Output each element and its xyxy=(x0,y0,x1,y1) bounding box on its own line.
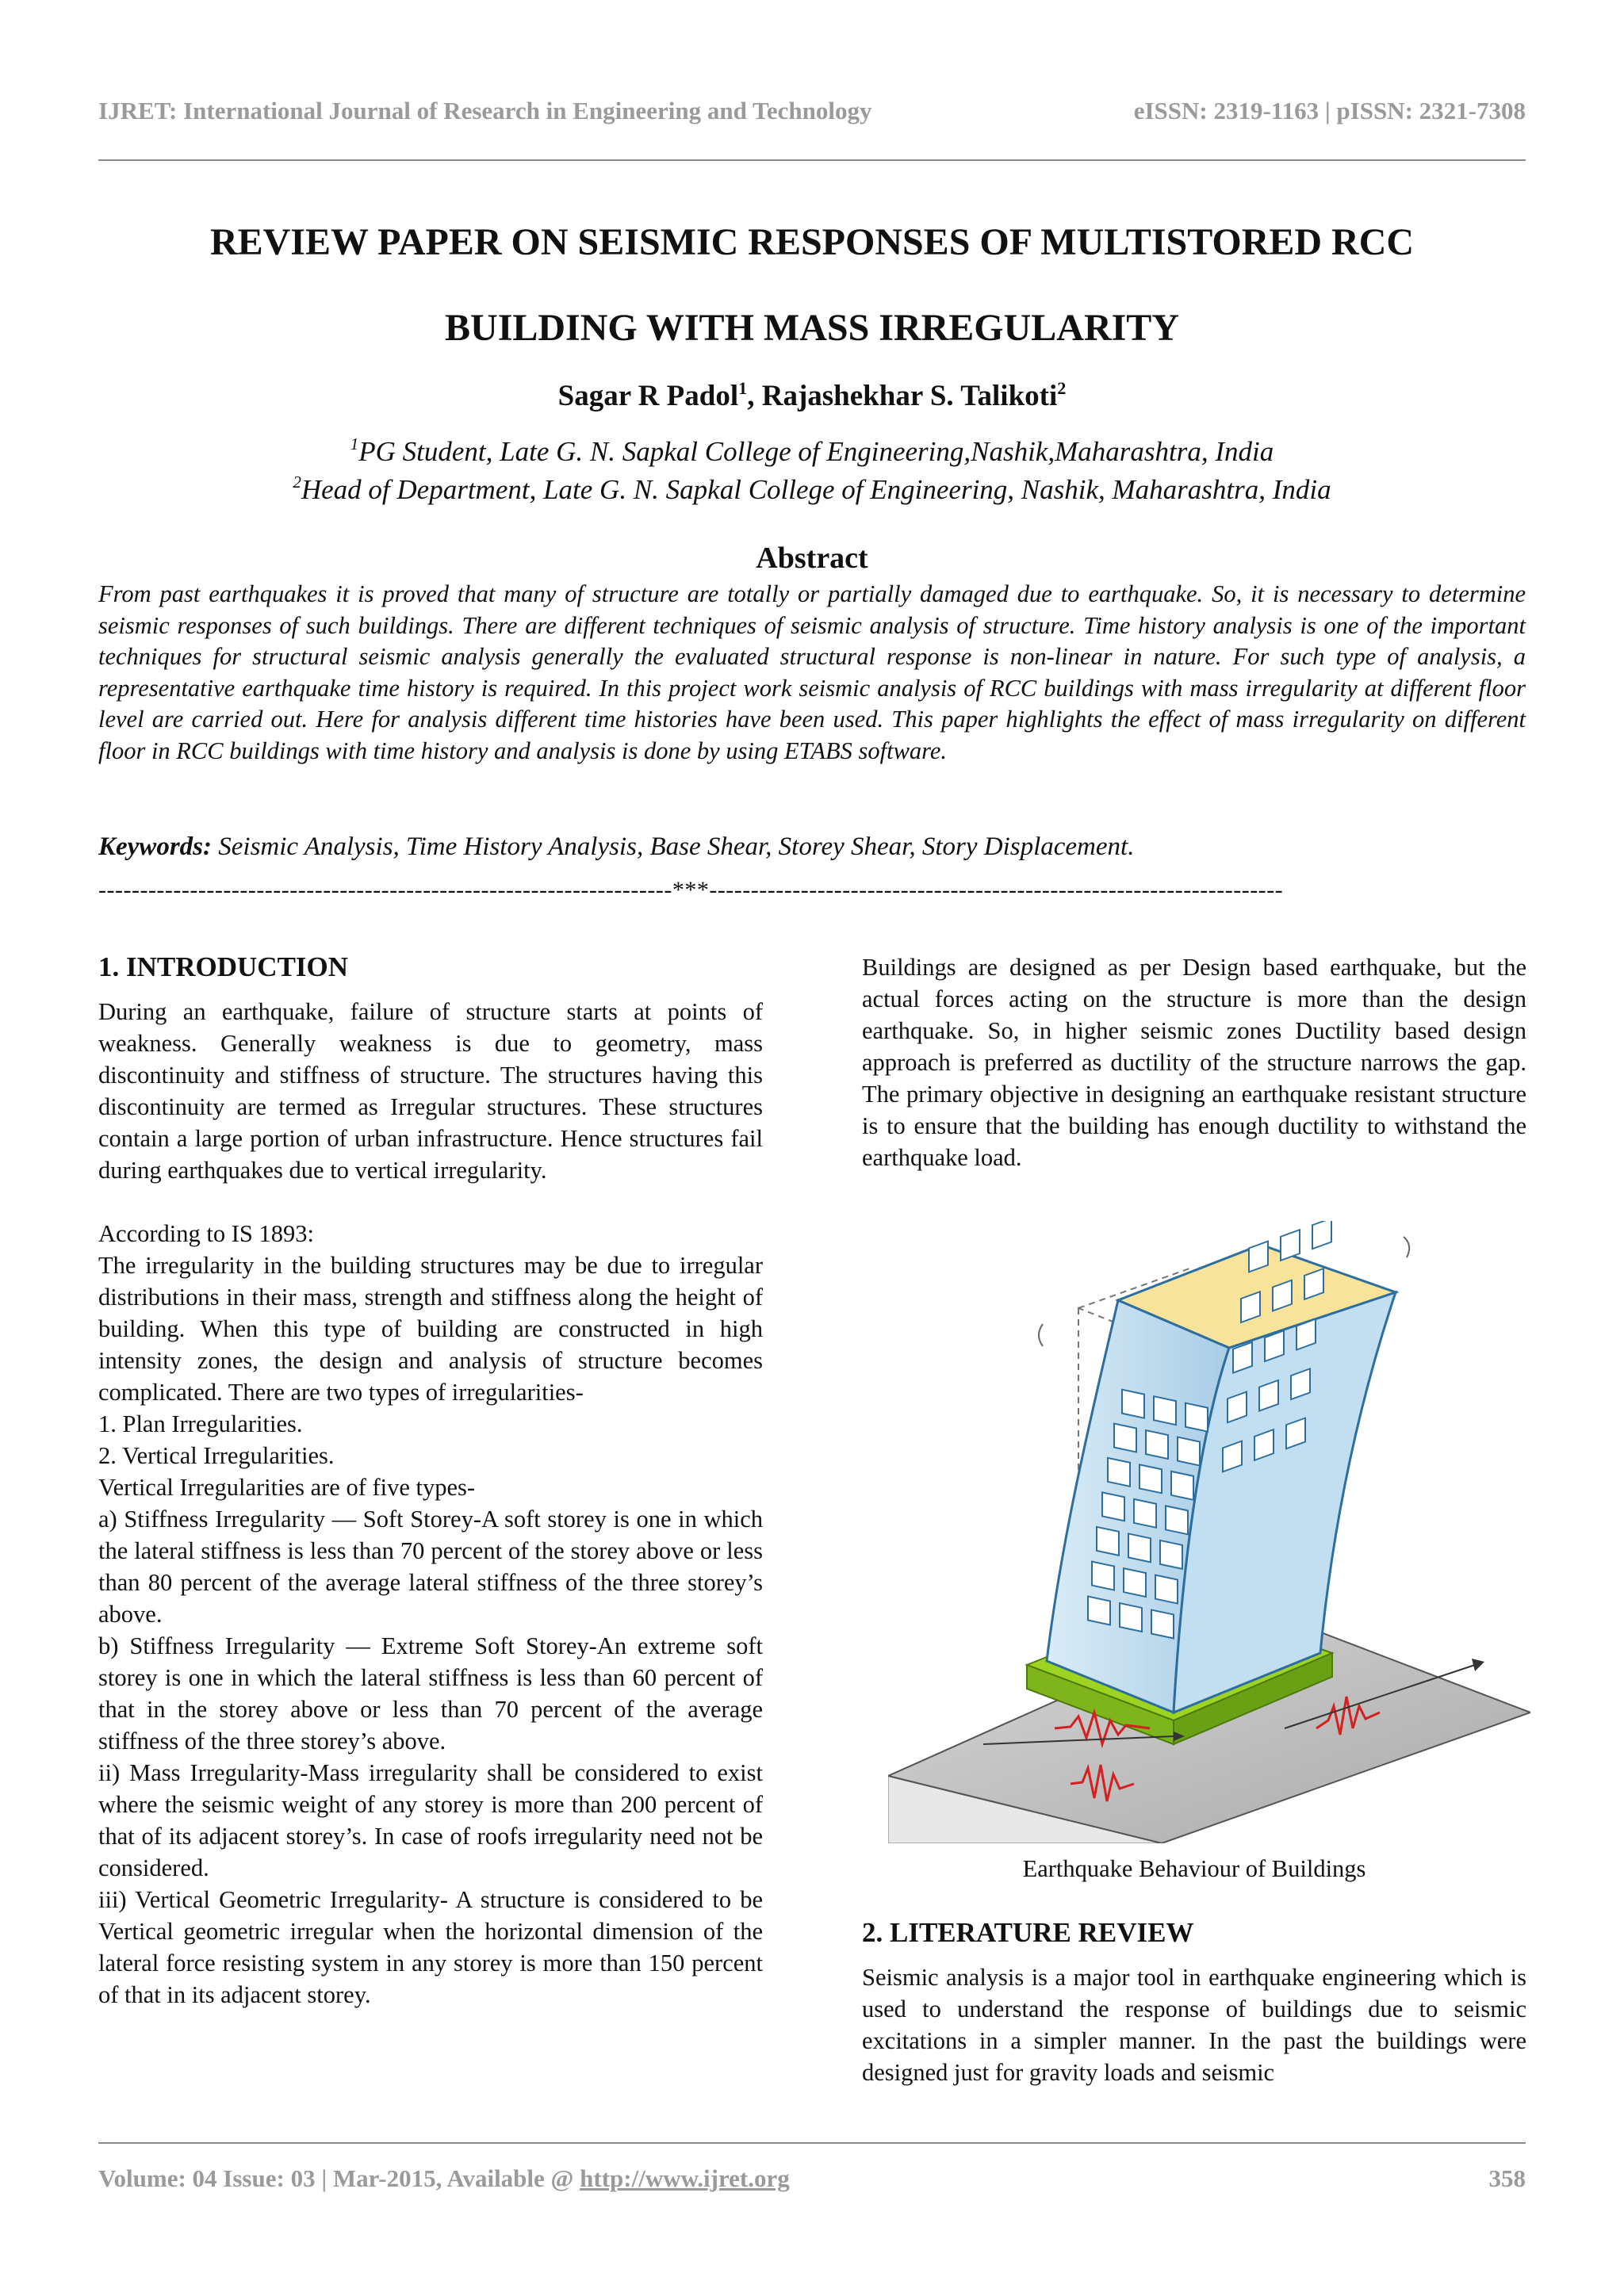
author-1: Sagar R Padol xyxy=(557,380,739,412)
according-to-is: According to IS 1893: xyxy=(98,1220,314,1247)
figure-caption: Earthquake Behaviour of Buildings xyxy=(1022,1855,1366,1882)
sway-mark-left xyxy=(1039,1324,1043,1346)
footer-volume-text: Volume: 04 Issue: 03 | Mar-2015, Available @ xyxy=(98,2164,580,2192)
journal-name: IJRET: International Journal of Research in Engineering and Technology xyxy=(98,97,872,124)
design-paragraph: Buildings are designed as per Design based earthquake, but the actual forces acting on the structure is more than the design earthquake. So, in higher seismic zones Ductility based design approach is preferred as ductility of the structure narrows the gap. The primary objective in designing an earthquake resistant structure is to ensure that the building has enough ductility to withstand the earthquake load. xyxy=(862,954,1526,1171)
vertical-types: Vertical Irregularities are of five types- xyxy=(98,1474,476,1501)
running-header xyxy=(98,97,1526,135)
intro-paragraph-2: The irregularity in the building structures may be due to irregular distributions in their mass, strength and stiffness along the height of building. When this type of building are constructed in high intensity zones, the design and analysis of structure becomes complicated. There are two types of irregularities- xyxy=(98,1252,763,1406)
earthquake-building-figure xyxy=(888,1221,1530,1843)
right-column-literature xyxy=(862,1917,1526,2088)
affiliation-1-sup: 1 xyxy=(350,434,359,454)
keywords-text: Seismic Analysis, Time History Analysis, Base Shear, Storey Shear, Story Displacement. xyxy=(212,832,1135,861)
motion-arrow-2-head xyxy=(1472,1659,1484,1671)
issn: eISSN: 2319-1163 | pISSN: 2321-7308 xyxy=(1133,97,1526,124)
affiliation-1-text: PG Student, Late G. N. Sapkal College of Engineering,Nashik,Maharashtra, India xyxy=(358,436,1274,467)
irregularity-iii: iii) Vertical Geometric Irregularity- A structure is considered to be Vertical geometric irregular when the horizontal dimension of the lateral force resisting system in any storey is more than 150 percent of that in its adjacent storey. xyxy=(98,1886,763,2008)
affiliation-2-sup: 2 xyxy=(293,473,301,492)
list-item-vertical: 2. Vertical Irregularities. xyxy=(98,1442,335,1469)
right-column-intro xyxy=(862,951,1526,1173)
section-separator: ---------------------------------------------------------------------***--------------------------------------------------------------------- xyxy=(98,877,1284,903)
author-2: Rajashekhar S. Talikoti xyxy=(761,380,1058,412)
abstract-heading: Abstract xyxy=(756,541,868,575)
keywords xyxy=(98,832,1526,862)
left-column xyxy=(98,951,763,2011)
intro-paragraph-1: During an earthquake, failure of structure starts at points of weakness. Generally weakness is due to geometry, mass discontinuity and stiffness of structure. The structures having this discontinuity are termed as Irregular structures. These structures contain a large portion of urban infrastructure. Hence structures fail during earthquakes due to vertical irregularity. xyxy=(98,998,763,1184)
author-2-sup: 2 xyxy=(1057,377,1067,398)
paper-title xyxy=(98,200,1526,371)
abstract-text: From past earthquakes it is proved that many of structure are totally or partially damaged due to earthquake. So, it is necessary to determine seismic responses of such buildings. There are different techniques of seismic analysis of structure. Time history analysis is one of the important techniques for structural seismic analysis generally the evaluated structural response is non-linear in nature. For such type of analysis, a representative earthquake time history is required. In this project work seismic analysis of RCC buildings with mass irregularity at different floor level are carried out. Here for analysis different time histories have been used. This paper highlights the effect of mass irregularity on different floor in RCC buildings with time history and analysis is done by using ETABS software. xyxy=(98,580,1526,764)
title-line-1: REVIEW PAPER ON SEISMIC RESPONSES OF MULTISTORED RCC xyxy=(209,221,1415,263)
author-separator: , xyxy=(747,380,762,412)
title-line-2: BUILDING WITH MASS IRREGULARITY xyxy=(445,307,1179,349)
sway-mark-right xyxy=(1404,1237,1409,1257)
authors xyxy=(98,379,1526,413)
literature-paragraph: Seismic analysis is a major tool in earthquake engineering which is used to understand the response of buildings due to seismic excitations in a simpler manner. In the past the buildings were designed just for gravity loads and seismic xyxy=(862,1964,1526,2086)
journal-link[interactable]: http://www.ijret.org xyxy=(580,2164,790,2192)
keywords-label: Keywords: xyxy=(98,832,212,861)
footer-volume xyxy=(98,2164,790,2193)
page-number: 358 xyxy=(1488,2164,1526,2192)
irregularity-ii: ii) Mass Irregularity-Mass irregularity shall be considered to exist where the seismic weight of any storey is more than 200 percent of that of its adjacent storey’s. In case of roofs irregularity need not be considered. xyxy=(98,1759,763,1881)
affiliation-1 xyxy=(98,436,1526,468)
affiliation-2-text: Head of Department, Late G. N. Sapkal College of Engineering, Nashik, Maharashtra, India xyxy=(301,474,1331,505)
literature-heading: 2. LITERATURE REVIEW xyxy=(862,1917,1194,1948)
irregularity-b: b) Stiffness Irregularity — Extreme Soft Storey-An extreme soft storey is one in which the lateral stiffness is less than 60 percent of that in the storey above or less than 70 percent of the average stiffness of the three storey’s above. xyxy=(98,1632,763,1755)
header-rule xyxy=(98,159,1526,161)
author-1-sup: 1 xyxy=(738,377,748,398)
footer-rule xyxy=(98,2142,1526,2144)
affiliation-2 xyxy=(98,474,1526,506)
intro-heading: 1. INTRODUCTION xyxy=(98,951,349,982)
irregularity-a: a) Stiffness Irregularity — Soft Storey-A soft storey is one in which the lateral stiffness is less than 70 percent of the storey above or less than 80 percent of the average lateral stiffness of the three storey’s above. xyxy=(98,1506,763,1628)
list-item-plan: 1. Plan Irregularities. xyxy=(98,1410,303,1437)
